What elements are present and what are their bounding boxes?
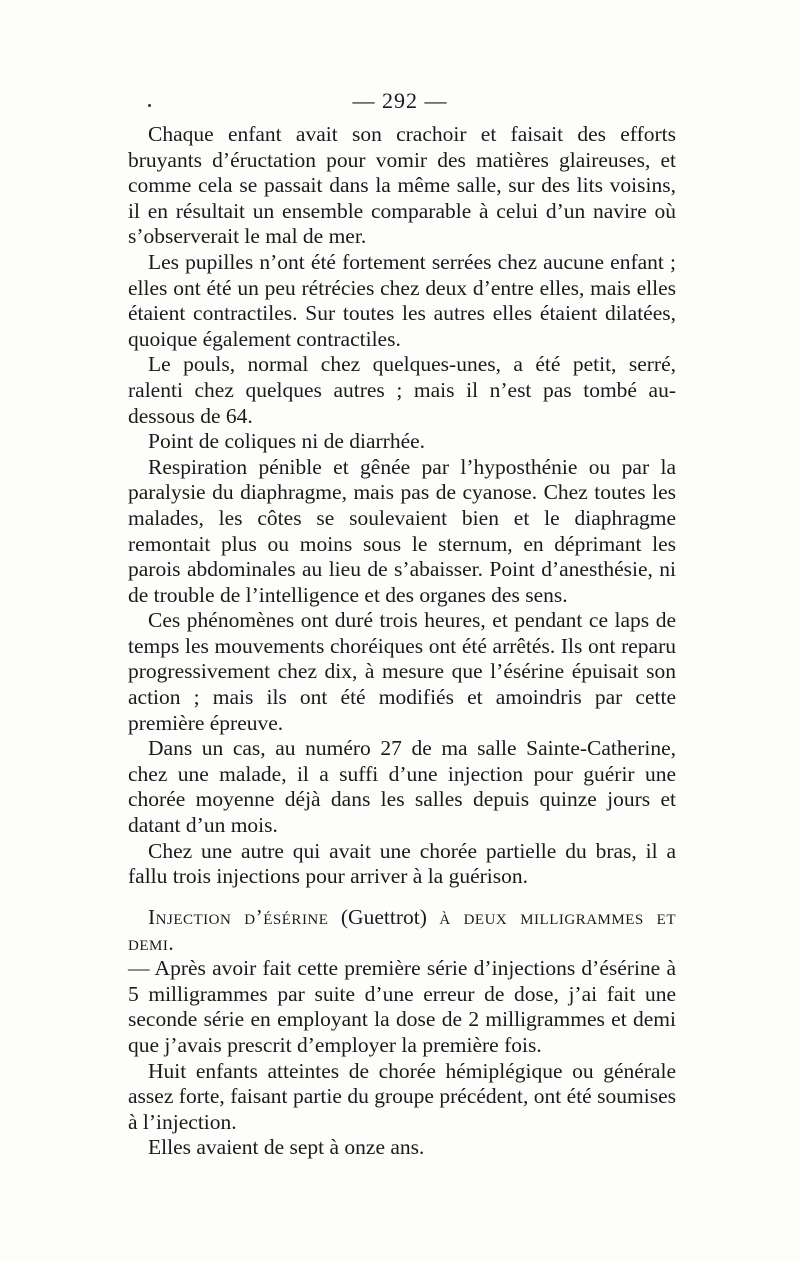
paragraph-3: Le pouls, normal chez quelques-unes, a été petit, serré, ralenti chez quelques autres ; mais il n’est pas tombé au-dessous de 64. — [128, 352, 676, 428]
section-injection — [128, 905, 676, 1161]
page-number: — 292 — — [352, 88, 448, 113]
section-heading-part-3: à deux milligrammes et demi. — [128, 905, 676, 955]
paragraph-2: Les pupilles n’ont été fortement serrées chez aucune enfant ; elles ont été un peu rétrécies chez deux d’entre elles, mais elles étaient contractiles. Sur toutes les autres elles étaient dilatées, quoique également contractiles. — [128, 249, 676, 351]
paragraph-6: Ces phénomènes ont duré trois heures, et pendant ce laps de temps les mouvements choréiques ont été arrêtés. Ils ont reparu progressivement chez dix, à mesure que l’ésérine épuisait son action ; mais ils ont été modifiés et amoindris par cette première épreuve. — [128, 608, 676, 735]
paragraph-5: Respiration pénible et gênée par l’hyposthénie ou par la paralysie du diaphragme, mais pas de cyanose. Chez toutes les malades, les côtes se soulevaient bien et le diaphragme remontait plus ou moins sous le sternum, en déprimant les parois abdominales au lieu de s’abaisser. Point d’anesthésie, ni de trouble de l’intelligence et des organes des sens. — [128, 454, 676, 607]
print-speck — [148, 104, 151, 107]
section-heading-part-1: Injection d’ésérine — [148, 905, 329, 929]
paragraph-4: Point de coliques ni de diarrhée. — [148, 429, 426, 454]
paragraph-7: Dans un cas, au numéro 27 de ma salle Sainte-Catherine, chez une malade, il a suffi d’une injection pour guérir une chorée moyenne déjà dans les salles depuis quinze jours et datant d’un mois. — [128, 736, 676, 838]
section-paragraph-2: Huit enfants atteintes de chorée hémiplégique ou générale assez forte, faisant partie du groupe précédent, ont été soumises à l’injection. — [128, 1058, 676, 1134]
section-heading-part-2: (Guettrot) — [340, 905, 427, 929]
section-heading — [128, 905, 676, 956]
section-paragraph-3: Elles avaient de sept à onze ans. — [148, 1135, 425, 1160]
section-paragraph-1: — Après avoir fait cette première série d’injections d’ésérine à 5 milligrammes par suite d’une erreur de dose, j’ai fait une seconde série en employant la dose de 2 milligrammes et demi que j’avais prescrit d’employer la première fois. — [128, 956, 676, 1057]
paragraph-8: Chez une autre qui avait une chorée partielle du bras, il a fallu trois injections pour arriver à la guérison. — [128, 838, 676, 889]
body-text — [128, 122, 676, 890]
paragraph-1: Chaque enfant avait son crachoir et faisait des efforts bruyants d’éructation pour vomir des matières glaireuses, et comme cela se passait dans la même salle, sur des lits voisins, il en résultait un ensemble comparable à celui d’un navire où s’observerait le mal de mer. — [128, 122, 676, 249]
